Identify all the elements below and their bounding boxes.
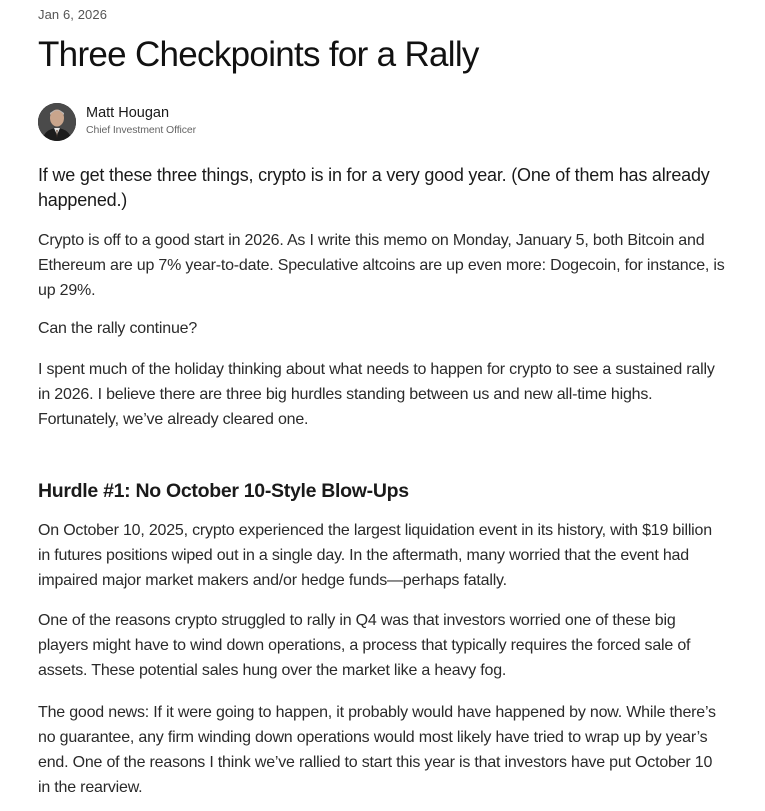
intro-paragraph-3: I spent much of the holiday thinking about what needs to happen for crypto to see a sustained rally in 2026. I believe there are three big hurdles standing between us and new all-time highs. Fortunately, we’ve already cleared one.	[38, 361, 715, 428]
avatar-photo-icon	[38, 103, 76, 141]
section-paragraph-2: One of the reasons crypto struggled to rally in Q4 was that investors worried one of these big players might have to wind down operations, a process that typically requires the forced sale of assets. These potential sales hung over the market like a heavy fog.	[38, 612, 691, 679]
author-avatar[interactable]	[38, 103, 76, 141]
author-byline[interactable]	[38, 103, 438, 141]
author-name[interactable]: Matt Hougan	[86, 105, 170, 121]
publish-date: Jan 6, 2026	[38, 7, 108, 22]
intro-paragraph-2: Can the rally continue?	[38, 320, 198, 337]
author-role: Chief Investment Officer	[86, 124, 197, 136]
section-heading-hurdle-1: Hurdle #1: No October 10-Style Blow-Ups	[38, 480, 409, 502]
intro-paragraph-1: Crypto is off to a good start in 2026. As I write this memo on Monday, January 5, both Bitcoin and Ethereum are up 7% year-to-date. Speculative altcoins are up even more: Dogecoin, for instance, is up 29%.	[38, 232, 725, 299]
section-paragraph-1: On October 10, 2025, crypto experienced the largest liquidation event in its history, with $19 billion in futures positions wiped out in a single day. In the aftermath, many worried that the event had impaired major market makers and/or hedge funds—perhaps fatally.	[38, 522, 712, 589]
article-lede: If we get these three things, crypto is in for a very good year. (One of them has already happened.)	[38, 165, 710, 210]
article-title: Three Checkpoints for a Rally	[38, 35, 479, 74]
section-paragraph-3: The good news: If it were going to happen, it probably would have happened by now. While there’s no guarantee, any firm winding down operations would most likely have tried to wrap up by year’s end. One of the reasons I think we’ve rallied to start this year is that investors have put October 10 in the rearview.	[38, 704, 716, 796]
